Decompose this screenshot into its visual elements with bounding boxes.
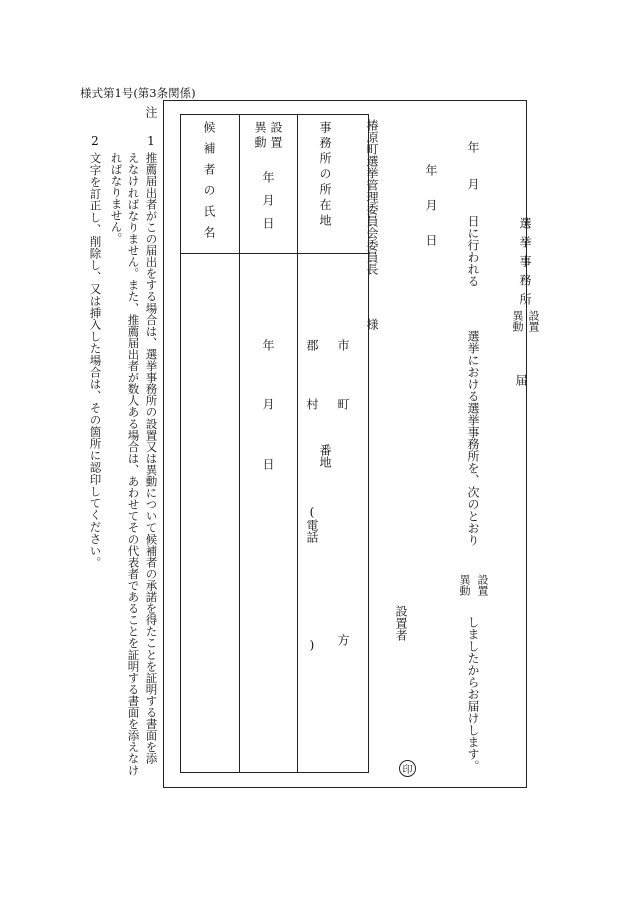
- address-phone: (電話: [305, 505, 319, 543]
- note1-line3: ればなりません。: [109, 152, 124, 244]
- note1-line2: えなければなりません。また、推薦届出者が数人ある場合は、あわせてその代表者であることを証明する書面を添えなけ: [126, 152, 141, 776]
- address-city: 市: [336, 339, 350, 351]
- address-kata: 方: [336, 634, 350, 646]
- addressee-honorific: 様: [365, 318, 379, 330]
- body-date-year: 年: [261, 339, 275, 351]
- header-date-setup: 設置: [269, 121, 283, 151]
- notes-label: 注: [144, 106, 158, 118]
- header-date-move: 異動: [253, 121, 267, 151]
- election-day-text: 日に行われる: [466, 215, 480, 287]
- body-date-day: 日: [261, 458, 275, 470]
- election-body: 選挙における選挙事務所を、次のとおり: [466, 330, 480, 546]
- date-year: 年: [424, 164, 438, 176]
- header-candidate-name: 候補者の氏名: [202, 121, 216, 247]
- submitter-label: 設置者: [394, 605, 408, 641]
- header-office-location: 事務所の所在地: [318, 121, 332, 230]
- seal-mark: 印: [399, 760, 416, 777]
- form-title: 選挙事務所: [518, 217, 532, 312]
- date-day: 日: [424, 234, 438, 246]
- body-date-month: 月: [261, 398, 275, 410]
- address-village: 村: [305, 398, 319, 410]
- election-option-move: 異動: [458, 574, 471, 596]
- election-month: 月: [466, 178, 480, 190]
- note1-number: 1: [144, 134, 158, 148]
- date-month: 月: [424, 199, 438, 211]
- form-label: 様式第1号(第3条関係): [80, 86, 196, 100]
- note1-line1: 推薦届出者がこの届出をする場合は、選挙事務所の設置又は異動について候補者の承諾を得たことを証明する書面を添: [144, 152, 159, 765]
- address-banchi: 番地: [318, 444, 332, 468]
- address-town: 町: [336, 398, 350, 410]
- note2-number: 2: [88, 134, 102, 148]
- addressee: 椿原町選挙管理委員会委員長: [365, 119, 379, 275]
- note2-line1: 文字を訂正し、削除し、又は挿入した場合は、その箇所に認印してください。: [88, 152, 103, 569]
- header-date-suffix: 年月日: [261, 171, 275, 240]
- title-option-setup: 設置: [527, 310, 540, 332]
- title-option-move: 異動: [511, 310, 524, 332]
- election-option-setup: 設置: [476, 574, 489, 596]
- address-county: 郡: [305, 339, 319, 351]
- election-year: 年: [466, 141, 480, 153]
- title-suffix: 届: [514, 374, 528, 386]
- election-ending: しましたからお届けします。: [466, 616, 480, 772]
- address-phone-close: ): [305, 638, 319, 652]
